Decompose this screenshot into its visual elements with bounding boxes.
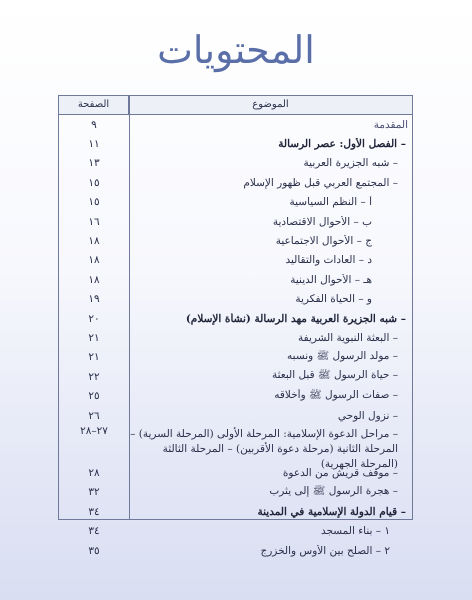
table-row xyxy=(59,251,412,270)
row-page-number: ٣٢ xyxy=(88,486,100,499)
row-page-number: ٢٢ xyxy=(88,370,100,383)
row-topic: – قيام الدولة الإسلامية في المدينة xyxy=(257,505,406,518)
row-topic: ج – الأحوال الاجتماعية xyxy=(275,235,372,248)
row-page-number: ٢١ xyxy=(88,331,100,344)
contents-table xyxy=(58,95,413,557)
row-page-number: ٩ xyxy=(91,118,97,131)
row-page-number: ٢٥ xyxy=(88,390,100,403)
row-page-number: ٢٦ xyxy=(88,409,100,422)
table-row xyxy=(59,212,412,231)
row-page-number: ٣٤ xyxy=(88,525,100,538)
table-body xyxy=(59,115,412,560)
table-row xyxy=(59,406,412,425)
row-topic: ب – الأحوال الاقتصادية xyxy=(272,215,372,228)
row-topic: أ – النظم السياسية xyxy=(289,196,372,209)
table-row xyxy=(59,134,412,153)
table-row xyxy=(59,521,412,540)
table-row xyxy=(59,463,412,482)
row-page-number: ١٥ xyxy=(88,176,100,189)
header-topic: الموضوع xyxy=(252,99,289,110)
row-topic: – مراحل الدعوة الإسلامية: المرحلة الأولى (المرحلة السرية) – المرحلة الثانية (مرحلة دعوة الأقربين) – المرحلة الثالثة (المرحلة الجهرية) xyxy=(130,428,398,471)
table-row xyxy=(59,502,412,521)
table-row xyxy=(59,367,412,386)
row-page-number: ٢٠ xyxy=(88,312,100,325)
row-page-number: ٢٨ xyxy=(88,466,100,479)
page-title: المحتويات xyxy=(157,28,315,72)
row-topic: – المجتمع العربي قبل ظهور الإسلام xyxy=(243,176,398,189)
row-topic: د – العادات والتقاليد xyxy=(285,254,372,267)
row-topic: – حياة الرسول ﷺ قبل البعثة xyxy=(271,369,398,382)
table-row xyxy=(59,154,412,173)
table-row xyxy=(59,193,412,212)
table-row xyxy=(59,348,412,367)
table-row xyxy=(59,173,412,192)
row-topic: و – الحياة الفكرية xyxy=(295,293,372,306)
row-page-number: ٢٧–٢٨ xyxy=(80,425,108,438)
row-topic: ١ – بناء المسجد xyxy=(321,525,390,538)
row-topic: – نزول الوحي xyxy=(337,409,398,422)
table-row xyxy=(59,483,412,502)
table-row xyxy=(59,386,412,405)
row-page-number: ١٦ xyxy=(88,215,100,228)
row-topic: – شبه الجزيرة العربية xyxy=(303,157,398,170)
header-page: الصفحة xyxy=(77,99,110,110)
row-page-number: ١٩ xyxy=(88,293,100,306)
table-row xyxy=(59,425,412,471)
row-topic: – هجرة الرسول ﷺ إلى يثرب xyxy=(269,484,398,497)
table-row xyxy=(59,270,412,289)
table-header xyxy=(59,96,412,115)
row-topic: المقدمة xyxy=(373,118,408,131)
row-page-number: ١١ xyxy=(88,138,100,151)
row-page-number: ٣٥ xyxy=(88,544,100,557)
row-topic: – البعثة النبوية الشريفة xyxy=(298,331,398,344)
table-row xyxy=(59,290,412,309)
row-topic: – صفات الرسول ﷺ وأخلاقه xyxy=(274,388,398,401)
row-topic: ٢ – الصلح بين الأوس والخزرج xyxy=(260,544,390,557)
row-page-number: ١٨ xyxy=(88,273,100,286)
table-row xyxy=(59,541,412,560)
row-page-number: ١٨ xyxy=(88,254,100,267)
row-topic: – موقف قريش من الدعوة xyxy=(282,466,398,479)
row-topic: – الفصل الأول: عصر الرسالة xyxy=(278,138,406,151)
row-topic: – مولد الرسول ﷺ ونسبه xyxy=(287,349,398,362)
table-row xyxy=(59,328,412,347)
row-page-number: ١٨ xyxy=(88,235,100,248)
row-page-number: ١٥ xyxy=(88,196,100,209)
column-divider xyxy=(129,96,130,519)
row-page-number: ٢١ xyxy=(88,351,100,364)
table-row xyxy=(59,309,412,328)
row-topic: هـ – الأحوال الدينية xyxy=(290,273,372,286)
row-topic: – شبه الجزيرة العربية مهد الرسالة (نشأة الإسلام) xyxy=(185,312,406,325)
row-page-number: ٣٤ xyxy=(88,505,100,518)
row-page-number: ١٣ xyxy=(88,157,100,170)
table-row xyxy=(59,231,412,250)
table-row xyxy=(59,115,412,134)
